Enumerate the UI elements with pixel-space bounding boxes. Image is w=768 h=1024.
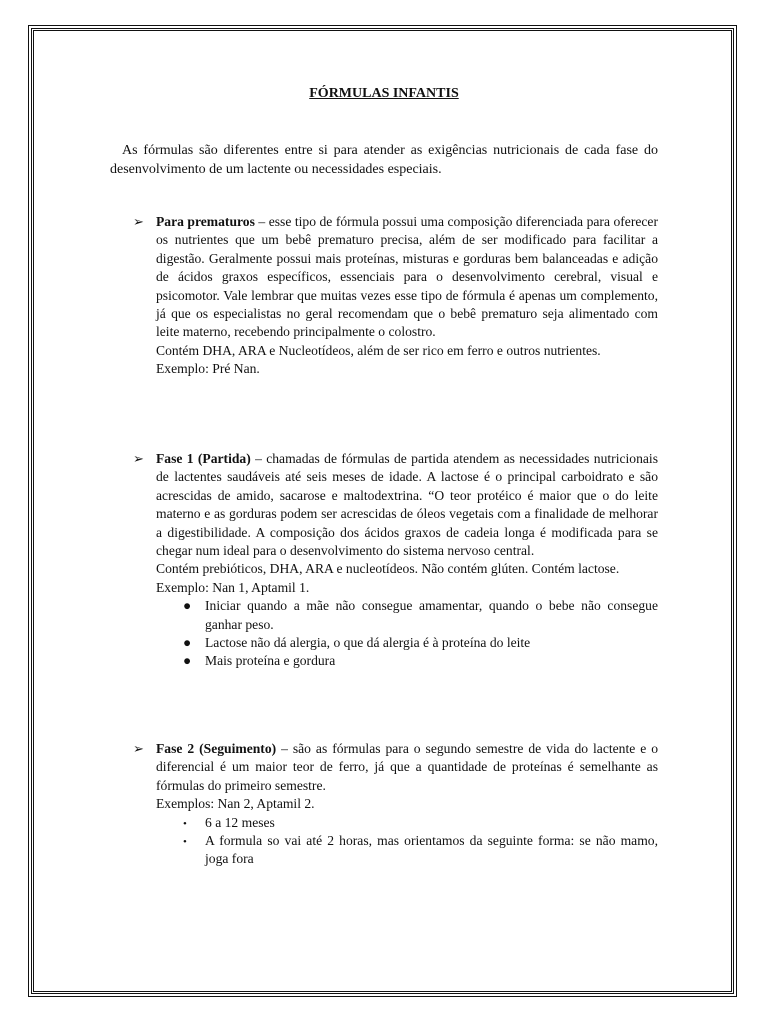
dot-bullet-icon: ●	[183, 598, 192, 614]
arrow-bullet-icon: ➢	[133, 451, 144, 466]
arrow-bullet-icon: ➢	[133, 214, 144, 229]
section-fase-2	[133, 740, 658, 869]
section-contains: Contém DHA, ARA e Nucleotídeos, além de ser rico em ferro e outros nutrientes.	[156, 342, 601, 358]
section-example: Exemplo: Pré Nan.	[156, 361, 260, 377]
list-item: ● Lactose não dá alergia, o que dá alergia é à proteína do leite	[183, 634, 658, 652]
bullet-list	[183, 814, 658, 869]
list-item: • A formula so vai até 2 horas, mas orientamos da seguinte forma: se não mamo, joga fora	[183, 833, 658, 867]
intro-paragraph: As fórmulas são diferentes entre si para atender as exigências nutricionais de cada fase do desenvolvimento de um lactente ou necessidades especiais.	[110, 143, 658, 177]
list-item: ● Iniciar quando a mãe não consegue amamentar, quando o bebe não consegue ganhar peso.	[183, 598, 658, 632]
section-example: Exemplos: Nan 2, Aptamil 2.	[156, 796, 315, 812]
section-fase-1	[133, 450, 658, 671]
section-paragraph	[156, 450, 658, 560]
section-prematuros	[133, 213, 658, 379]
section-example: Exemplo: Nan 1, Aptamil 1.	[156, 579, 310, 595]
bullet-list	[183, 597, 658, 671]
dot-bullet-icon: •	[183, 817, 187, 830]
section-heading: Fase 1 (Partida)	[156, 451, 251, 466]
section-text: – são as fórmulas para o segundo semestre de vida do lactente e o diferencial é um maior teor de ferro, já que a quantidade de proteínas é semelhante as fórmulas do primeiro semestre.	[156, 741, 658, 793]
dot-bullet-icon: •	[183, 836, 187, 849]
section-text: – esse tipo de fórmula possui uma composição diferenciada para oferecer os nutrientes que um bebê prematuro precisa, além de ser modificado para facilitar a digestão. Geralmente possui mais proteínas, misturas e gorduras bem balanceadas e adição de ácidos graxos específicos, essenciais para o desenvolvimento cerebral, visual e psicomotor. Vale lembrar que muitas vezes esse tipo de fórmula é apenas um complemento, já que os especialistas no geral recomendam que o bebê prematuro seja alimentado com leite materno, recebendo principalmente o colostro.	[156, 214, 658, 340]
dot-bullet-icon: ●	[183, 635, 192, 651]
arrow-bullet-icon: ➢	[133, 741, 144, 756]
page-title: FÓRMULAS INFANTIS	[309, 86, 459, 101]
section-heading: Fase 2 (Seguimento)	[156, 741, 277, 756]
section-text: – chamadas de fórmulas de partida atendem as necessidades nutricionais de lactentes saudáveis até seis meses de idade. A lactose é o principal carboidrato e são acrescidas de amido, sacarose e maltodextrina. “O teor protéico é maior que o do leite materno e as gorduras podem ser acrescidas de óleos vegetais com a finalidade de melhorar a digestibilidade. A composição dos ácidos graxos de cadeia longa é modificada para se chegar num ideal para o desenvolvimento do sistema nervoso central.	[156, 451, 658, 559]
list-item: ● Mais proteína e gordura	[183, 652, 658, 670]
section-heading: Para prematuros	[156, 214, 255, 229]
list-item: • 6 a 12 meses	[183, 814, 658, 832]
section-paragraph	[156, 213, 658, 342]
section-contains: Contém prebióticos, DHA, ARA e nucleotídeos. Não contém glúten. Contém lactose.	[156, 561, 620, 577]
dot-bullet-icon: ●	[183, 653, 192, 669]
section-paragraph	[156, 740, 658, 795]
